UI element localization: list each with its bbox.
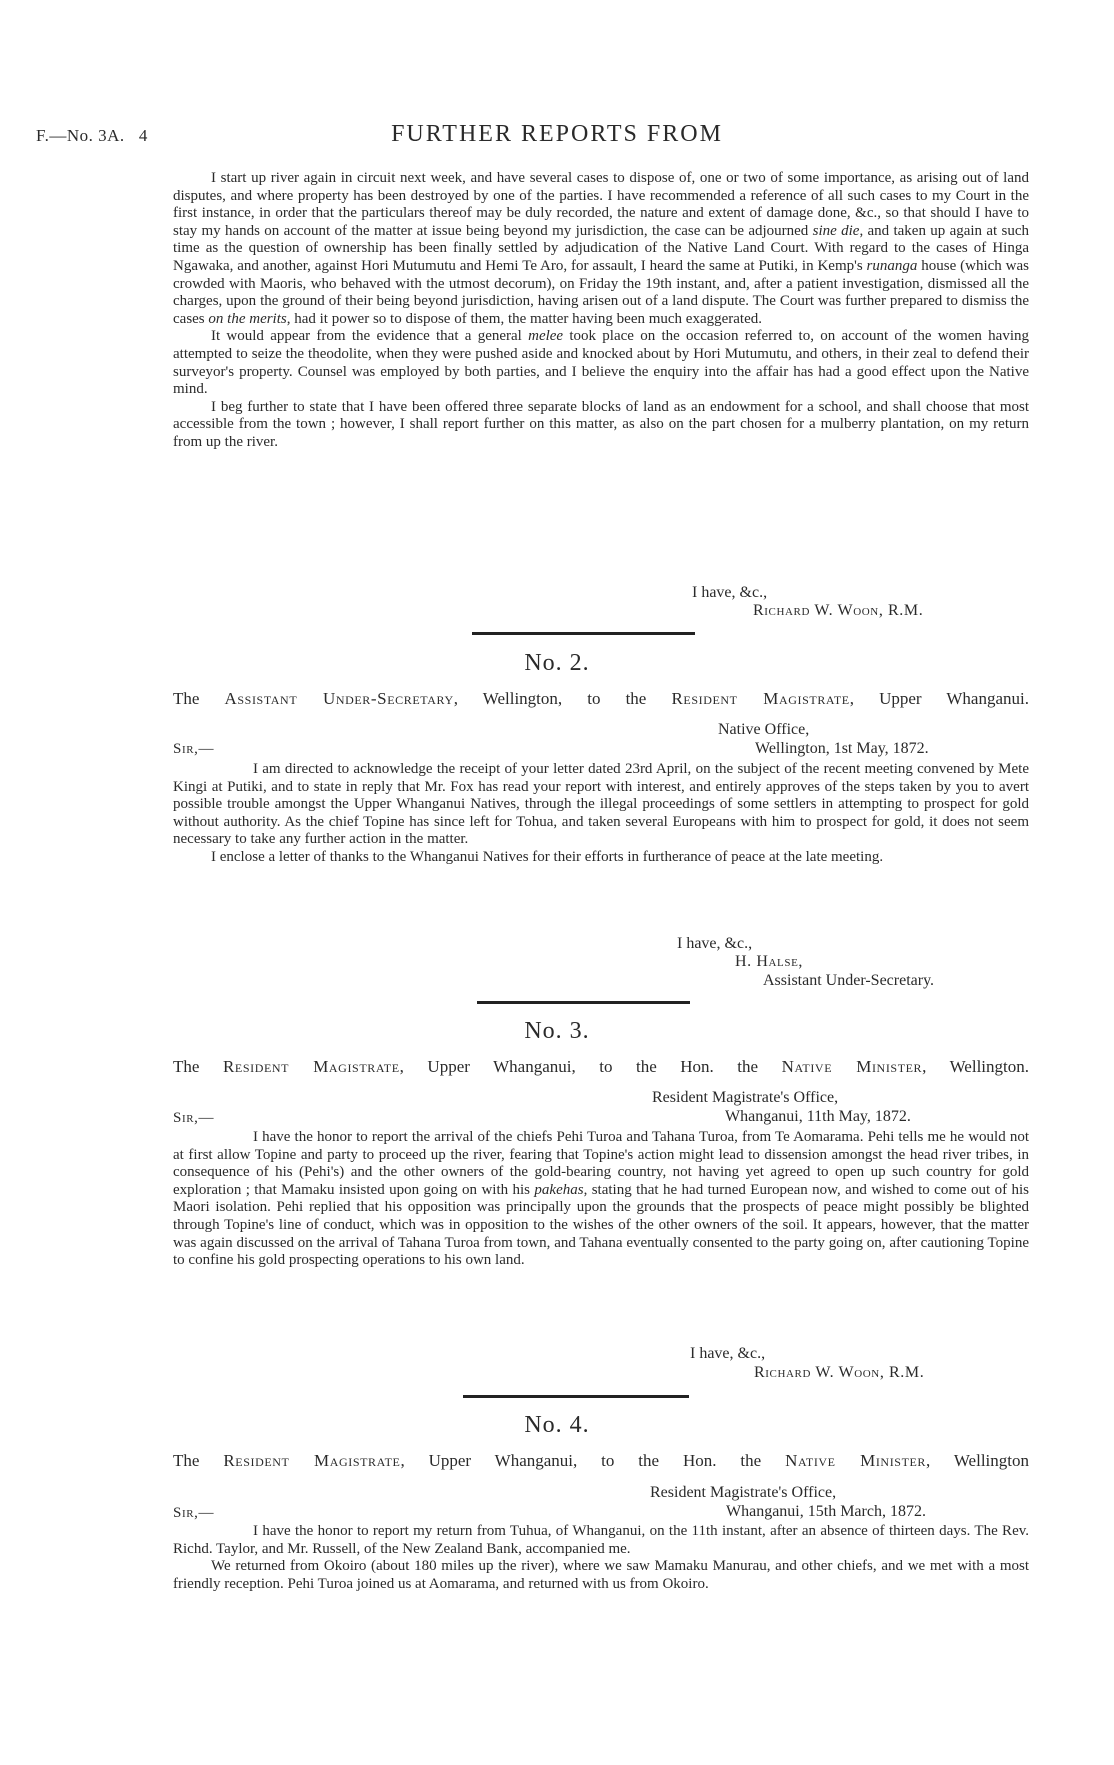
letter-2-para-1: I am directed to acknowledge the receipt of your letter dated 23rd April, on the subject of the recent meeting convened by Mete Kingi at Putiki, and to state in reply that Mr. Fox has read your report with interest, and entirely approves of the steps taken by you to avert possible trouble amongst the Upper Whanganui Natives, through the illegal proceedings of some settlers in attempting to prospect for gold without authority. As the chief Topine has since left for Tohua, and taken several Europeans with him to prospect for gold, it does not seem necessary to take any further action in the matter. (173, 761, 1029, 848)
section-divider (463, 1395, 689, 1398)
document-ref: F.—No. 3A. (36, 126, 125, 145)
letter-2-body (173, 761, 1029, 867)
letter-1-closing: I have, &c., (692, 584, 768, 601)
letter-4-office: Resident Magistrate's Office, (650, 1484, 837, 1501)
page-number: 4 (138, 126, 148, 145)
letter-1-signature: Richard W. Woon, R.M. (753, 602, 924, 619)
letter-2-para-2: I enclose a letter of thanks to the Whanganui Natives for their efforts in furtherance of peace at the late meeting. (211, 848, 884, 865)
letter-2-signatory-title: Assistant Under-Secretary. (763, 972, 935, 989)
letter-4-number: No. 4. (524, 1412, 590, 1438)
section-divider (477, 1001, 690, 1004)
letter-3-number: No. 3. (524, 1018, 590, 1044)
letter-4-date: Whanganui, 15th March, 1872. (726, 1503, 926, 1520)
letter-2-date: Wellington, 1st May, 1872. (755, 740, 929, 757)
letter-4-para-1: I have the honor to report my return from Tuhua, of Whanganui, on the 11th instant, after an absence of thirteen days. The Rev. Richd. Taylor, and Mr. Russell, of the New Zealand Bank, accompanied me. (173, 1523, 1029, 1557)
letter-2-closing: I have, &c., (677, 935, 753, 952)
letter-1-body (173, 170, 1029, 452)
letter-1-para-3: I beg further to state that I have been offered three separate blocks of land as an endowment for a school, and shall choose that most accessible from the town ; however, I shall report further on this matter, as also on the part chosen for a mulberry plantation, on my return from up the river. (173, 398, 1029, 450)
letter-3-body (173, 1129, 1029, 1270)
letter-1-para-2: It would appear from the evidence that a general melee took place on the occasion referred to, on account of the women having attempted to seize the theodolite, when they were pushed aside and knocked about by Hori Mutumutu, and others, in their zeal to defend their surveyor's property. Counsel was employed by both parties, and I believe the enquiry into the affair has had a good effect upon the Native mind. (173, 328, 1029, 398)
letter-4-para-2: We returned from Okoiro (about 180 miles up the river), where we saw Mamaku Manurau, and other chiefs, and we met with a most friendly reception. Pehi Turoa joined us at Aomarama, and returned with us from Okoiro. (173, 1558, 1029, 1592)
letter-4-body (173, 1523, 1029, 1593)
letter-2-signature: H. Halse, (735, 953, 804, 970)
letter-2-salutation: Sir,— (173, 741, 215, 757)
letter-2-route: The Assistant Under-Secretary, Wellington, to the Resident Magistrate, Upper Whanganui. (173, 689, 1029, 708)
letter-3-closing: I have, &c., (690, 1345, 766, 1362)
letter-3-office: Resident Magistrate's Office, (652, 1089, 839, 1106)
letter-2-office: Native Office, (718, 721, 810, 738)
letter-3-date: Whanganui, 11th May, 1872. (725, 1108, 911, 1125)
letter-4-salutation: Sir,— (173, 1505, 215, 1521)
letter-3-salutation: Sir,— (173, 1110, 215, 1126)
letter-1-para-1: I start up river again in circuit next week, and have several cases to dispose of, one or two of some importance, as arising out of land disputes, and where property has been destroyed by one of the parties. I have recommended a reference of all such cases to my Court in the first instance, in order that the particulars thereof may be duly recorded, the nature and extent of damage done, &c., so that should I have to stay my hands on account of the matter at issue being beyond my jurisdiction, the case can be adjourned sine die, and taken up again at such time as the question of ownership has been finally settled by adjudication of the Native Land Court. With regard to the cases of Hinga Ngawaka, and another, against Hori Mutumutu and Hemi Te Aro, for assault, I heard the same at Putiki, in Kemp's runanga house (which was crowded with Maoris, who behaved with the utmost decorum), on Friday the 19th instant, and, after a patient investigation, dismissed all the charges, upon the ground of their being beyond jurisdiction, having arisen out of a land dispute. The Court was further prepared to dismiss the cases on the merits, had it power so to dispose of them, the matter having been much exaggerated. (173, 170, 1029, 327)
letter-3-para-1: I have the honor to report the arrival of the chiefs Pehi Turoa and Tahana Turoa, from Te Aomarama. Pehi tells me he would not at first allow Topine and party to proceed up the river, fearing that Topine's action might lead to dissension amongst the head river tribes, in consequence of his (Pehi's) and the other owners of the gold-bearing country, not having yet agreed to open up such country for gold exploration ; that Mamaku insisted upon going on with his pakehas, stating that he had turned European now, and wished to come out of his Maori isolation. Pehi replied that his opposition was principally upon the grounds that the prospects of peace might possibly be blighted through Topine's line of conduct, which was in opposition to the wishes of the other owners of the soil. It appears, however, that the matter was again discussed on the arrival of Tahana Turoa from town, and Tahana eventually consented to the party going on, after cautioning Topine to confine his gold prospecting operations to his own land. (173, 1129, 1029, 1269)
section-divider (472, 632, 695, 635)
letter-3-route: The Resident Magistrate, Upper Whanganui, to the Hon. the Native Minister, Wellington. (173, 1057, 1029, 1076)
letter-3-signature: Richard W. Woon, R.M. (754, 1364, 925, 1381)
page-title: FURTHER REPORTS FROM (391, 121, 723, 147)
letter-2-number: No. 2. (524, 650, 590, 676)
letter-4-route: The Resident Magistrate, Upper Whanganui, to the Hon. the Native Minister, Wellington (173, 1451, 1029, 1470)
